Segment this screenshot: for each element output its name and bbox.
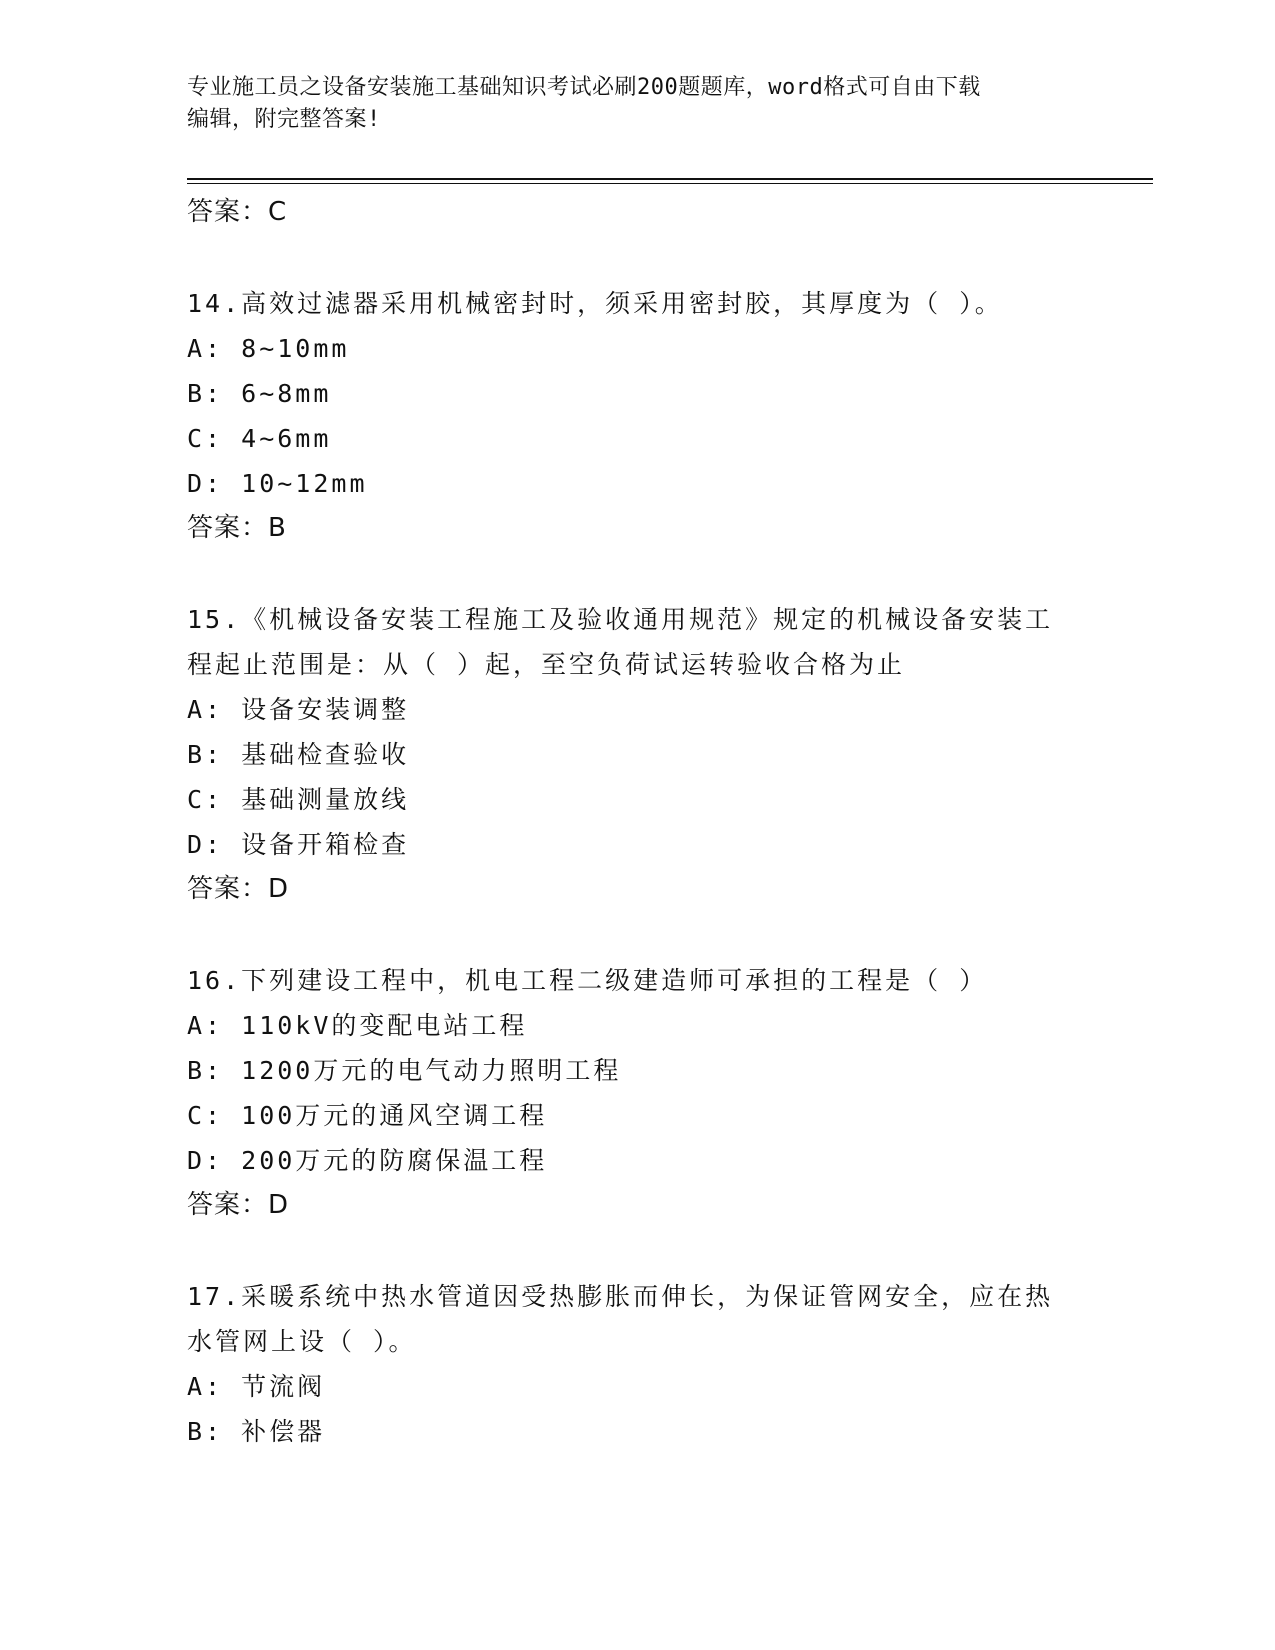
header-line-2: 编辑，附完整答案! [187,107,381,132]
option-a: A: 8~10mm [187,334,350,363]
answer-line: 答案：B [187,513,287,543]
question-text-cont: 水管网上设（ ）。 [187,1327,417,1356]
question-list [187,190,1087,1454]
option-b: B: 补偿器 [187,1417,326,1446]
question-14 [187,281,1087,551]
option-d: D: 设备开箱检查 [187,830,410,859]
answer-line: 答案：C [187,197,288,227]
question-text: 16.下列建设工程中，机电工程二级建造师可承担的工程是（ ） [187,966,988,995]
question-17 [187,1274,1087,1454]
question-15 [187,597,1087,912]
header-line-1: 专业施工员之设备安装施工基础知识考试必刷200题题库，word格式可自由下载 [187,75,981,100]
option-b: B: 1200万元的电气动力照明工程 [187,1056,622,1085]
document-header [187,72,1067,136]
header-rule-thin [187,183,1153,184]
option-d: D: 200万元的防腐保温工程 [187,1146,548,1175]
question-text: 14.高效过滤器采用机械密封时，须采用密封胶，其厚度为（ ）。 [187,289,1003,318]
option-a: A: 设备安装调整 [187,695,410,724]
option-a: A: 110kV的变配电站工程 [187,1011,528,1040]
option-d: D: 10~12mm [187,469,368,498]
question-text: 15.《机械设备安装工程施工及验收通用规范》规定的机械设备安装工 [187,605,1054,634]
answer-line: 答案：D [187,874,290,904]
option-a: A: 节流阀 [187,1372,326,1401]
option-b: B: 基础检查验收 [187,740,410,769]
option-b: B: 6~8mm [187,379,332,408]
question-text: 17.采暖系统中热水管道因受热膨胀而伸长，为保证管网安全，应在热 [187,1282,1054,1311]
answer-line: 答案：D [187,1190,290,1220]
header-rule-thick [187,178,1153,180]
option-c: C: 基础测量放线 [187,785,410,814]
option-c: C: 4~6mm [187,424,332,453]
option-c: C: 100万元的通风空调工程 [187,1101,548,1130]
question-text-cont: 程起止范围是：从（ ）起，至空负荷试运转验收合格为止 [187,650,906,679]
question-16 [187,958,1087,1228]
